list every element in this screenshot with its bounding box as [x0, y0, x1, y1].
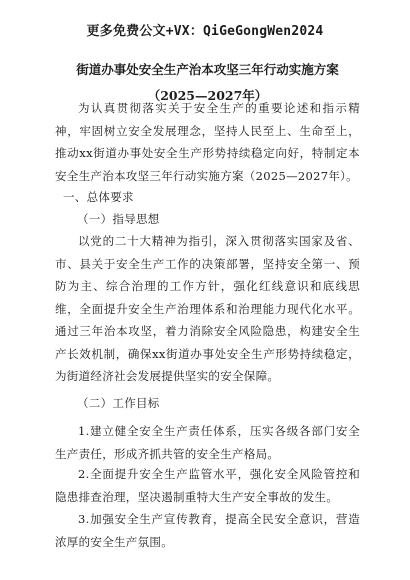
subsection-heading-work-goals: （二）工作目标 [77, 396, 160, 410]
goal-item-1: 1.建立健全安全生产责任体系，压实各级各部门安全生产责任，形成齐抓共管的安全生产格局。 [55, 424, 360, 461]
goal-item-3: 3.加强安全生产宣传教育，提高全民安全意识，营造浓厚的安全生产氛围。 [55, 512, 360, 549]
guiding-ideology-paragraph: 以党的二十大精神为指引，深入贯彻落实国家及省、市、县关于安全生产工作的决策部署，坚持安全第一、预防为主、综合治理的工作方针，强化红线意识和底线思维，全面提升安全生产治理体系和治理能力现代化水平。通过三年治本攻坚，着力消除安全风险隐患，构建安全生产长效机制，确保xx街道办事处安全生产形势持续稳定，为街道经济社会发展提供坚实的安全保障。 [55, 234, 360, 383]
goal-item-2: 2.全面提升安全生产监管水平，强化安全风险管控和隐患排查治理，坚决遏制重特大生产安全事故的发生。 [55, 467, 360, 504]
intro-paragraph: 为认真贯彻落实关于安全生产的重要论述和指示精神，牢固树立安全发展理念，坚持人民至上、生命至上，推动xx街道办事处安全生产形势持续稳定向好，特制定本安全生产治本攻坚三年行动实施方案（2025—2027年）。 [55, 101, 360, 183]
promo-banner: 更多免费公文+VX：QiGeGongWen2024 [86, 24, 324, 39]
subsection-heading-guiding-ideology: （一）指导思想 [77, 212, 160, 226]
section-heading-general-requirements: 一、总体要求 [63, 190, 134, 204]
document-title: 街道办事处安全生产治本攻坚三年行动实施方案（2025—2027年） [76, 62, 339, 103]
